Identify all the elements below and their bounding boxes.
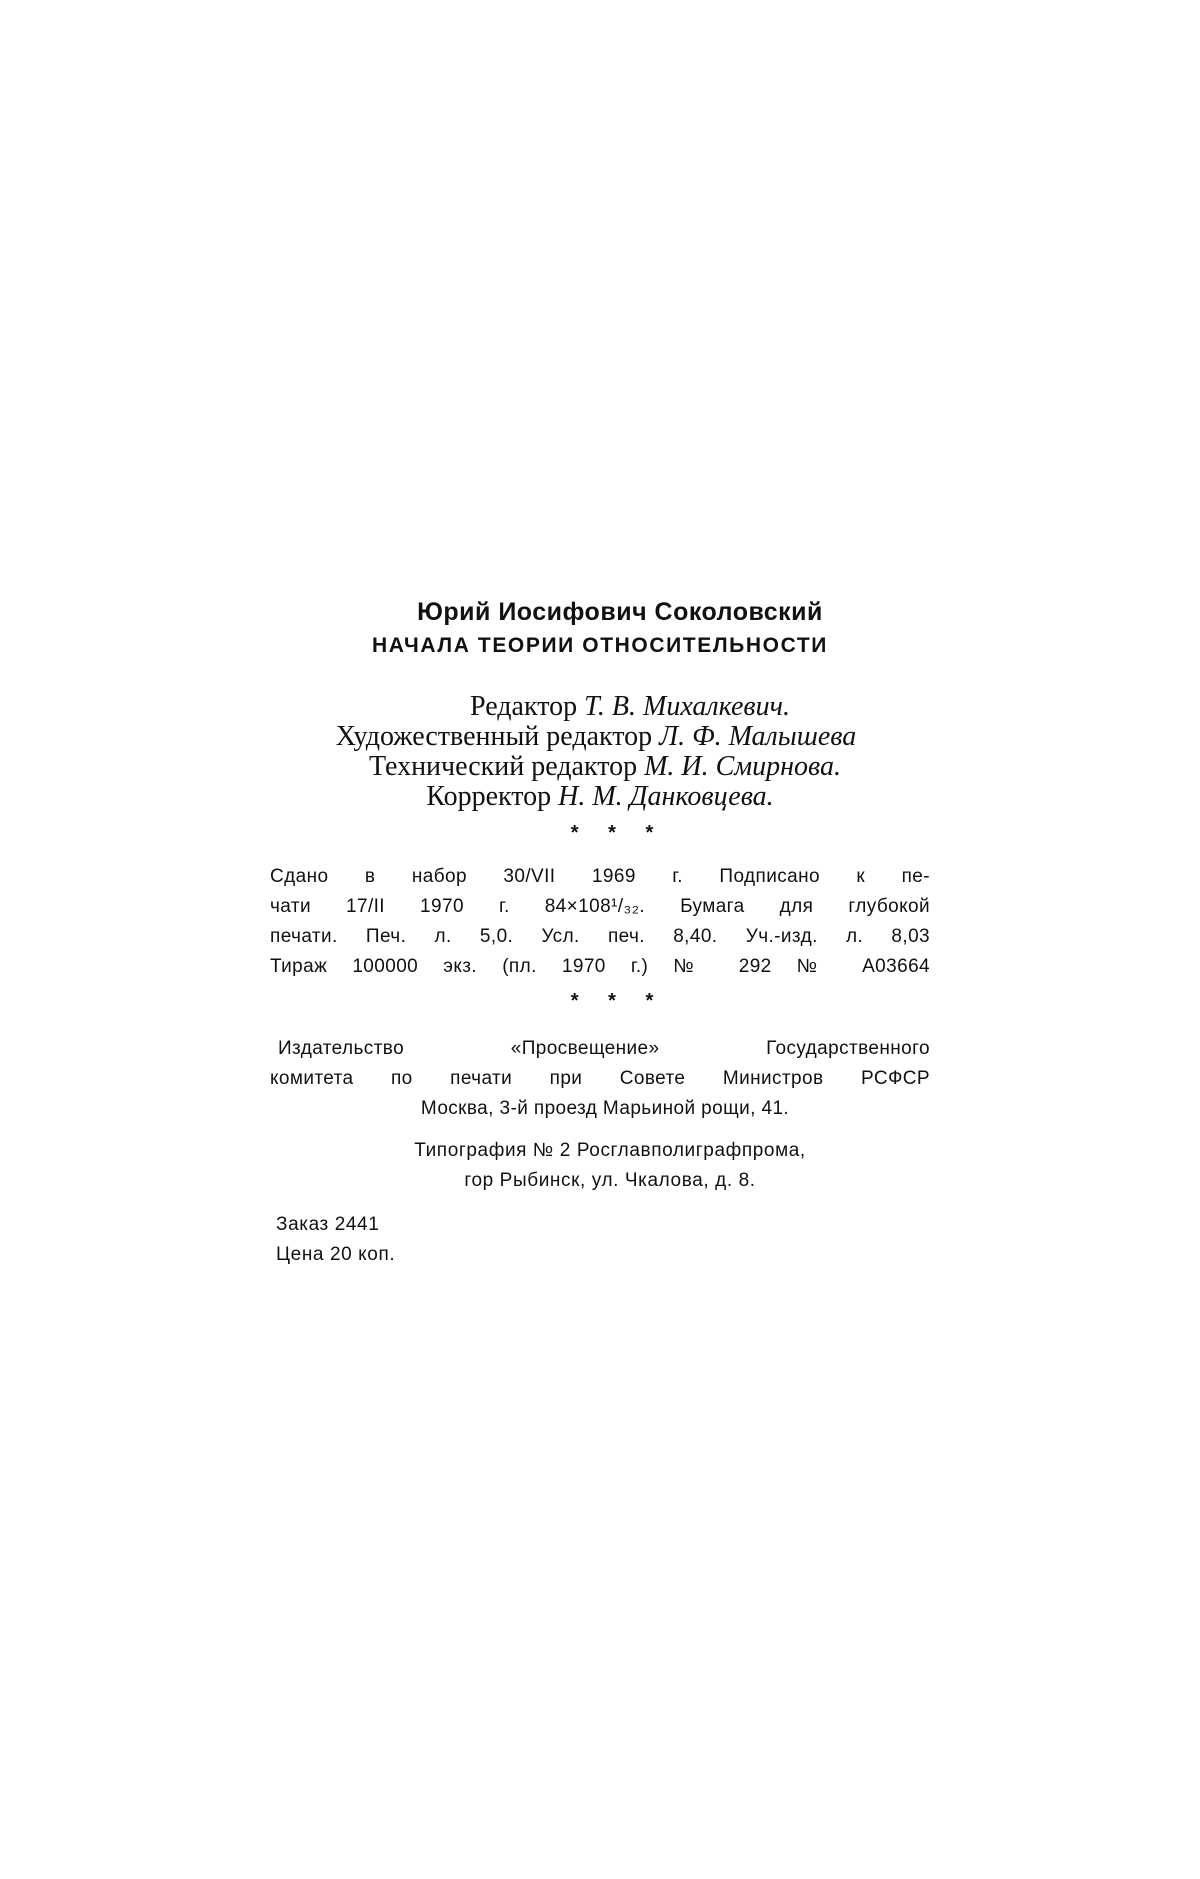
credit-role: Редактор (470, 691, 578, 722)
credit-role: Корректор (426, 781, 552, 812)
printer-line: Типография № 2 Росглавполиграфпрома, (414, 1140, 806, 1161)
print-data-line: печати. Печ. л. 5,0. Усл. печ. 8,40. Уч.-изд. л. 8,03 (270, 926, 930, 947)
credit-person: Л. Ф. Малышева (659, 721, 857, 752)
credit-editor (330, 692, 930, 722)
publisher-info (270, 1034, 930, 1124)
book-title: НАЧАЛА ТЕОРИИ ОТНОСИТЕЛЬНОСТИ (372, 634, 828, 657)
credit-art-editor (262, 722, 930, 752)
credit-person: Т. В. Михалкевич. (584, 691, 790, 722)
author-name: Юрий Иосифович Соколовский (417, 598, 823, 626)
separator-stars: * * * (570, 822, 666, 844)
credit-person: Н. М. Данковцева. (558, 781, 774, 812)
print-data-line: Тираж 100000 экз. (пл. 1970 г.) № 292 № А03664 (270, 956, 930, 977)
separator-stars: * * * (570, 990, 666, 1012)
colophon-block (270, 598, 930, 1270)
price: Цена 20 коп. (276, 1244, 396, 1265)
printer-line: гор Рыбинск, ул. Чкалова, д. 8. (464, 1170, 756, 1191)
print-data-line: Сдано в набор 30/VII 1969 г. Подписано к пе- (270, 866, 930, 887)
order-info (276, 1210, 930, 1270)
print-data (270, 862, 930, 982)
credit-role: Технический редактор (368, 751, 638, 782)
credit-role: Художественный редактор (335, 721, 653, 752)
credit-person: М. И. Смирнова. (644, 751, 842, 782)
publisher-line: комитета по печати при Совете Министров РСФСР (270, 1068, 930, 1089)
credit-tech-editor (280, 752, 930, 782)
credit-proofreader (270, 782, 930, 812)
credits (270, 692, 930, 812)
order-number: Заказ 2441 (276, 1214, 380, 1235)
publisher-line: Москва, 3-й проезд Марьиной рощи, 41. (420, 1098, 790, 1119)
printer-info (290, 1136, 930, 1196)
print-data-line: чати 17/II 1970 г. 84×108¹/₃₂. Бумага для глубокой (270, 896, 930, 917)
publisher-line: Издательство «Просвещение» Государственного (278, 1038, 930, 1059)
